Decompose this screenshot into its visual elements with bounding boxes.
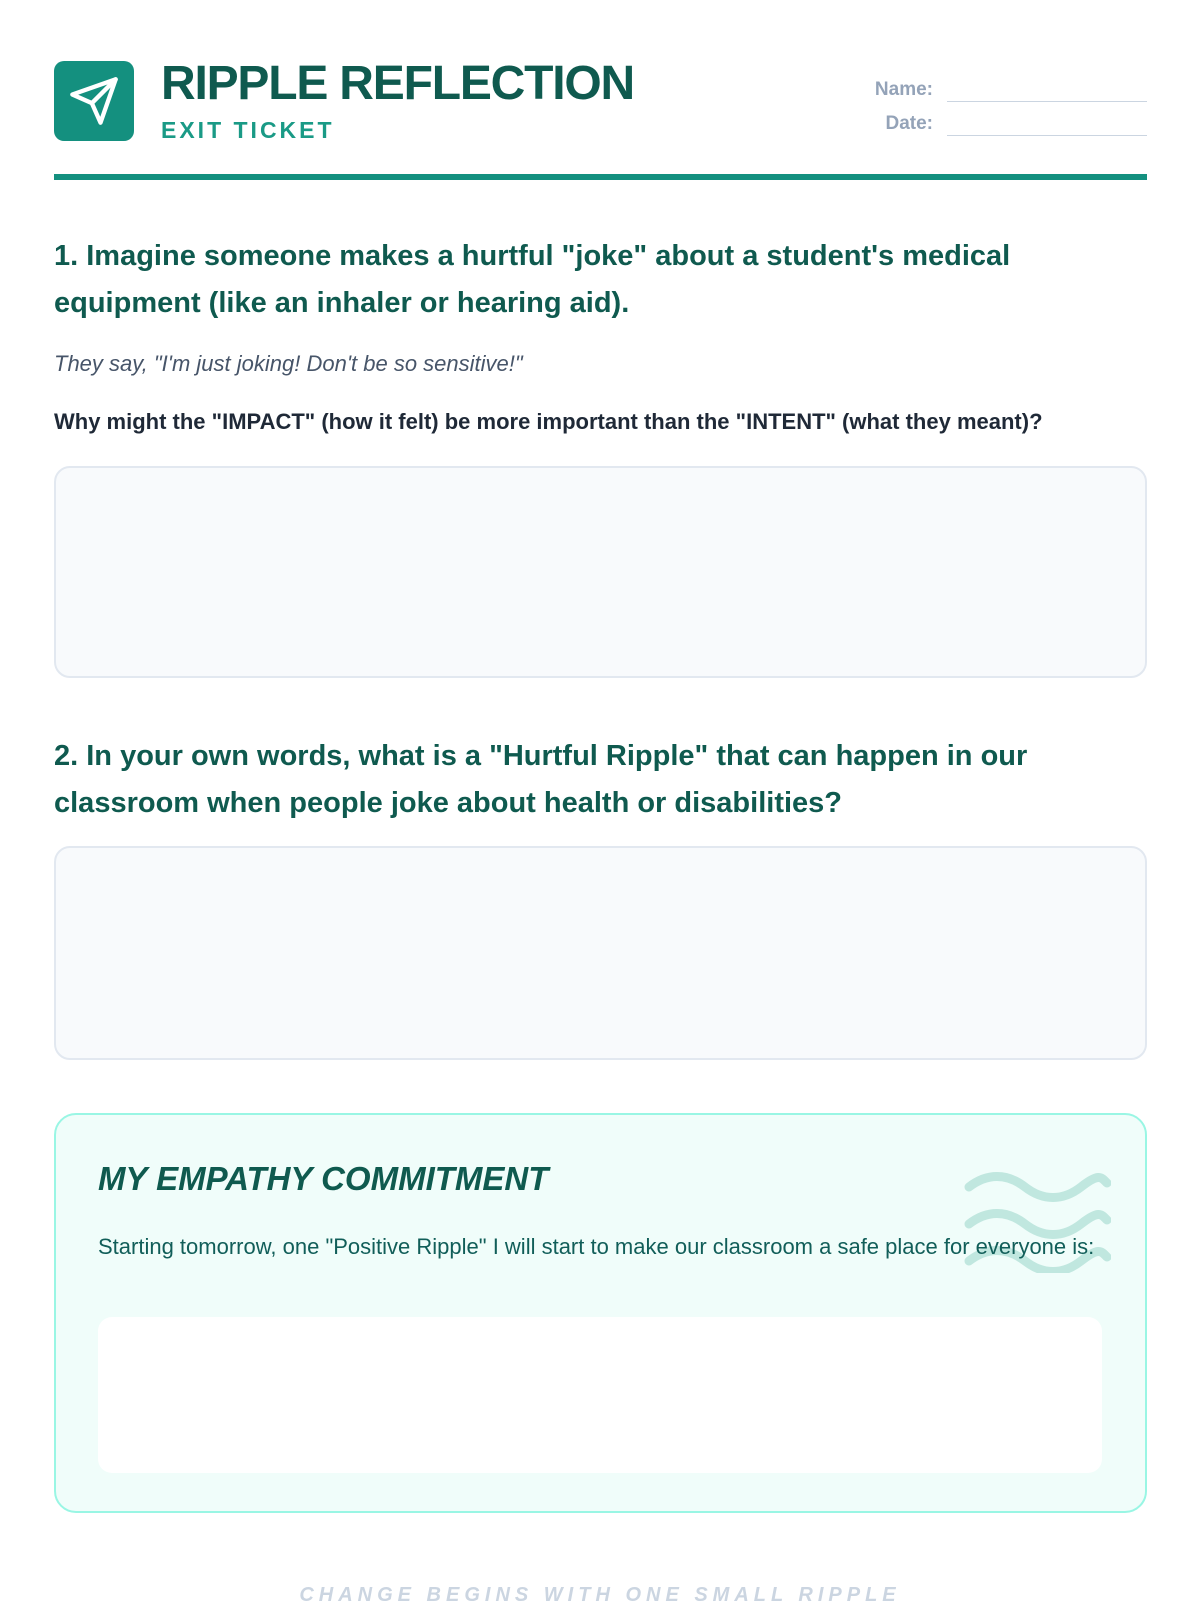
footer-motto: CHANGE BEGINS WITH ONE SMALL RIPPLE (299, 1584, 901, 1606)
page-subtitle: EXIT TICKET (161, 117, 335, 143)
date-row (847, 102, 1147, 136)
name-label: Name: (874, 79, 933, 100)
question-1-quote: They say, "I'm just joking! Don't be so sensitive!" (54, 351, 523, 376)
page-title: RIPPLE REFLECTION (161, 57, 634, 110)
question-2-heading: 2. In your own words, what is a "Hurtful Ripple" that can happen in our classroom when people joke about health or disabilities? (54, 740, 1028, 819)
name-row (847, 68, 1147, 102)
commitment-prompt: Starting tomorrow, one "Positive Ripple" I will start to make our classroom a safe place for everyone is: (98, 1234, 1095, 1259)
question-1-answer-box[interactable] (54, 466, 1147, 678)
header-divider (54, 174, 1147, 180)
question-1-heading: 1. Imagine someone makes a hurtful "joke" about a student's medical equipment (like an inhaler or hearing aid). (54, 240, 1011, 319)
empathy-commitment-card (54, 1113, 1147, 1513)
student-info (847, 68, 1147, 136)
question-2-answer-box[interactable] (54, 846, 1147, 1060)
name-field[interactable] (947, 73, 1147, 102)
question-1-prompt: Why might the "IMPACT" (how it felt) be more important than the "INTENT" (what they meant)? (54, 409, 1043, 434)
commitment-answer-box[interactable] (98, 1317, 1102, 1473)
date-field[interactable] (947, 107, 1147, 136)
commitment-title: MY EMPATHY COMMITMENT (98, 1160, 549, 1197)
date-label: Date: (885, 113, 933, 134)
exit-ticket-page (54, 0, 1147, 1259)
header (54, 0, 1147, 182)
paper-plane-icon (54, 61, 134, 141)
